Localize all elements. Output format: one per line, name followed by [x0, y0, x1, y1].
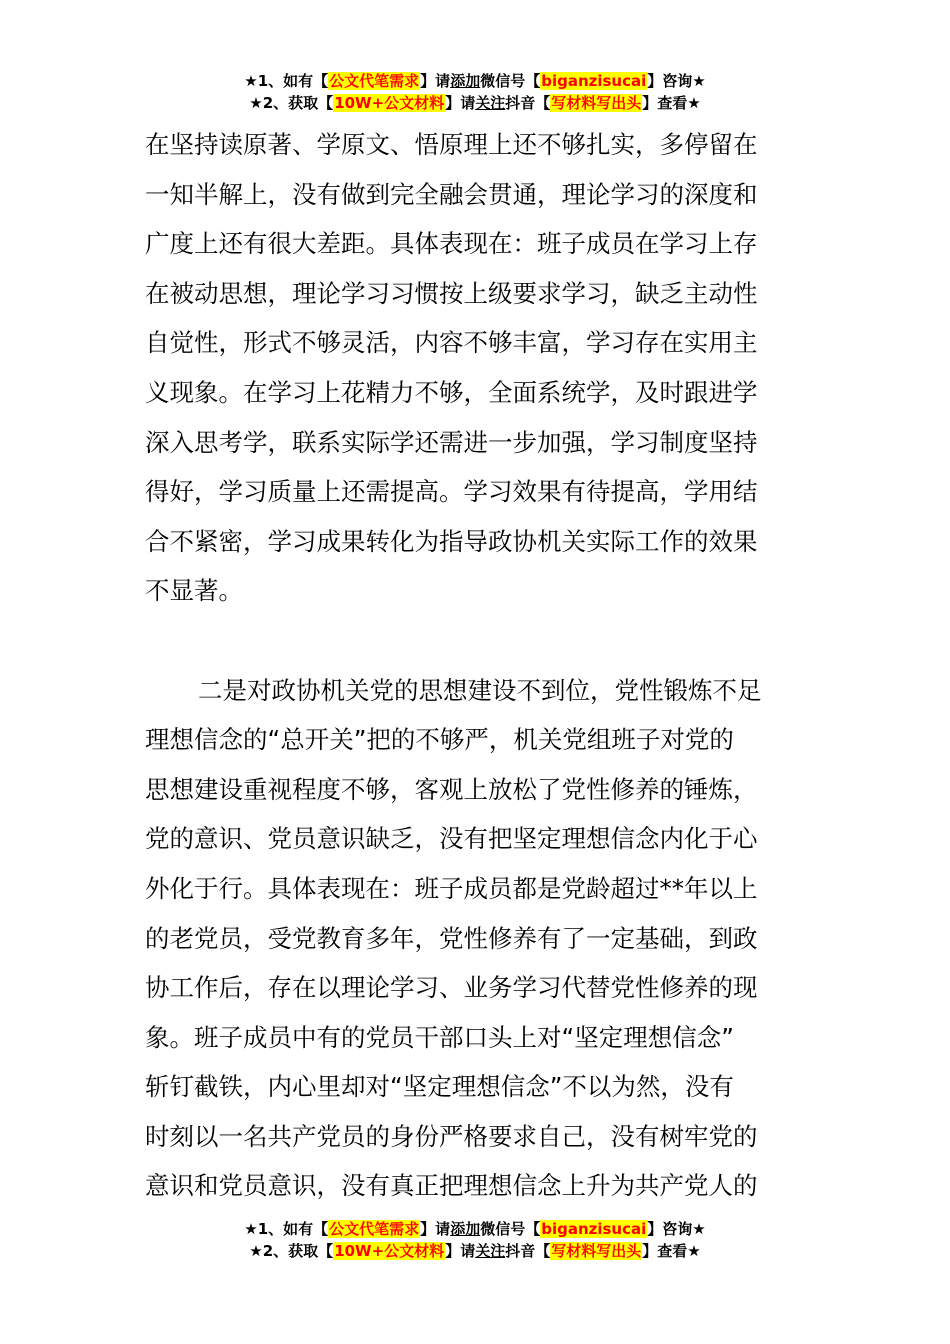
text-line: 自觉性，形式不够灵活，内容不够丰富，学习存在实用主 [145, 328, 758, 358]
banner-text: 】咨询★ [647, 72, 706, 90]
banner-text: 】请 [445, 94, 476, 112]
text-line: 得好，学习质量上还需提高。学习效果有待提高，学用结 [145, 477, 758, 507]
text-line: 象。班子成员中有的党员干部口头上对“坚定理想信念” [145, 1022, 734, 1052]
highlight-service: 公文代笔需求 [329, 72, 420, 90]
highlight-wechat-id: biganzisucai [541, 1220, 647, 1238]
emphasis-text: 添加 [450, 72, 481, 90]
text-line: 党的意识、党员意识缺乏，没有把坚定理想信念内化于心 [145, 824, 758, 854]
banner-text: 】咨询★ [647, 1220, 706, 1238]
text-line: 合不紧密，学习成果转化为指导政协机关实际工作的效果 [145, 526, 758, 556]
text-line: 外化于行。具体表现在：班子成员都是党龄超过**年以上 [145, 873, 758, 903]
header-banner [0, 70, 950, 114]
banner-text: ★2、获取【 [249, 1242, 334, 1260]
emphasis-text: 关注 [475, 94, 506, 112]
text-line: 深入思考学，联系实际学还需进一步加强，学习制度坚持 [145, 427, 758, 457]
banner-text: 】请 [420, 72, 451, 90]
text-line: 不显著。 [145, 576, 243, 606]
text-line: 二是对政协机关党的思想建设不到位，党性锻炼不足 [198, 675, 762, 705]
highlight-service: 公文代笔需求 [329, 1220, 420, 1238]
highlight-materials: 10W+公文材料 [334, 1242, 445, 1260]
text-line: 协工作后，存在以理论学习、业务学习代替党性修养的现 [145, 973, 758, 1003]
banner-text: 抖音【 [505, 1242, 551, 1260]
emphasis-text: 添加 [450, 1220, 481, 1238]
highlight-materials: 10W+公文材料 [334, 94, 445, 112]
text-line: 广度上还有很大差距。具体表现在：班子成员在学习上存 [145, 229, 758, 259]
text-line: 一知半解上，没有做到完全融会贯通，理论学习的深度和 [145, 179, 758, 209]
paragraph-2 [145, 666, 807, 1212]
text-line: 理想信念的“总开关”把的不够严，机关党组班子对党的 [145, 725, 734, 755]
text-line: 意识和党员意识，没有真正把理想信念上升为共产党人的 [145, 1171, 758, 1201]
highlight-wechat-id: biganzisucai [541, 72, 647, 90]
emphasis-text: 关注 [475, 1242, 506, 1260]
text-line: 时刻以一名共产党员的身份严格要求自己，没有树牢党的 [145, 1121, 758, 1151]
banner-line-2 [0, 1240, 950, 1262]
banner-text: 抖音【 [505, 94, 551, 112]
banner-text: ★1、如有【 [244, 72, 329, 90]
banner-line-2 [0, 92, 950, 114]
banner-text: 】查看★ [642, 1242, 701, 1260]
text-line: 斩钉截铁，内心里却对“坚定理想信念”不以为然，没有 [145, 1072, 734, 1102]
text-line: 在坚持读原著、学原文、悟原理上还不够扎实，多停留在 [145, 130, 758, 159]
banner-text: ★2、获取【 [249, 94, 334, 112]
banner-line-1 [0, 1218, 950, 1240]
banner-line-1 [0, 70, 950, 92]
footer-banner [0, 1218, 950, 1262]
paragraph-1 [145, 120, 807, 616]
text-line: 思想建设重视程度不够，客观上放松了党性修养的锤炼， [145, 774, 758, 804]
text-line: 在被动思想，理论学习习惯按上级要求学习，缺乏主动性 [145, 278, 758, 308]
banner-text: ★1、如有【 [244, 1220, 329, 1238]
banner-text: 】请 [420, 1220, 451, 1238]
document-body [145, 120, 807, 1211]
banner-text: 】查看★ [642, 94, 701, 112]
highlight-douyin-account: 写材料写出头 [551, 94, 642, 112]
text-line: 的老党员，受党教育多年，党性修养有了一定基础，到政 [145, 923, 758, 953]
banner-text: 】请 [445, 1242, 476, 1260]
text-line: 义现象。在学习上花精力不够，全面系统学，及时跟进学 [145, 377, 758, 407]
banner-text: 微信号【 [480, 1220, 541, 1238]
banner-text: 微信号【 [480, 72, 541, 90]
highlight-douyin-account: 写材料写出头 [551, 1242, 642, 1260]
paragraph-gap [145, 616, 807, 666]
